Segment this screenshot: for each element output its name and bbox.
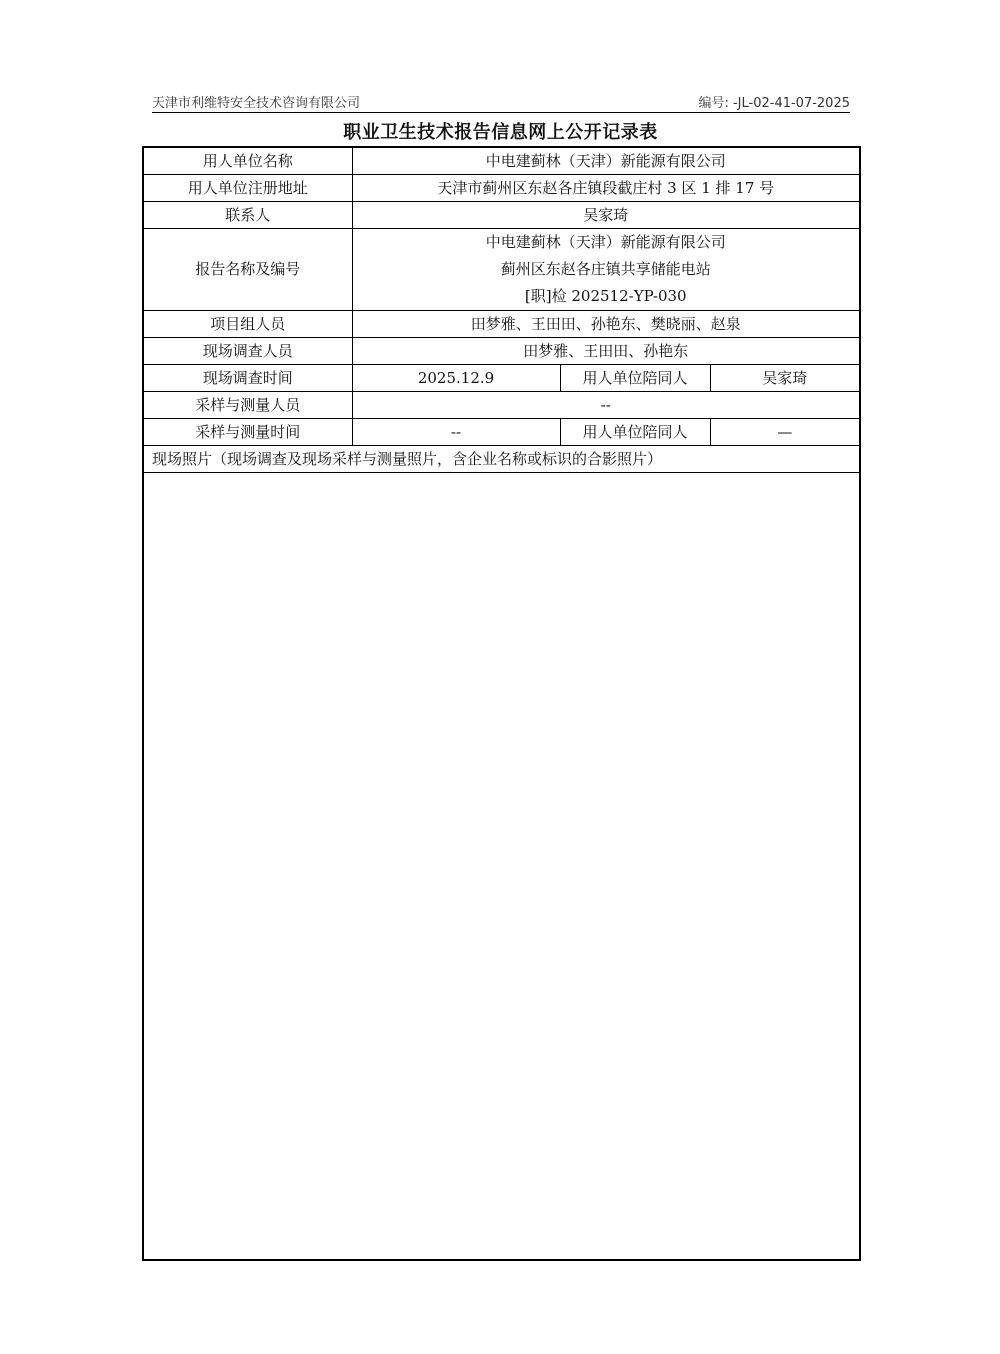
report-line-number: [职]检 202512-YP-030	[524, 287, 687, 305]
photo-area	[143, 473, 860, 1261]
table-row	[143, 229, 860, 311]
document-code: 编号: -JL-02-41-07-2025	[698, 96, 850, 111]
survey-staff-label: 现场调查人员	[143, 338, 352, 365]
record-table	[142, 146, 861, 1261]
survey-staff-value: 田梦雅、王田田、孙艳东	[352, 338, 860, 365]
table-row	[143, 419, 860, 446]
contact-value: 吴家琦	[352, 202, 860, 229]
project-team-label: 项目组人员	[143, 311, 352, 338]
table-row	[143, 202, 860, 229]
company-name: 天津市利维特安全技术咨询有限公司	[152, 96, 361, 111]
contact-label: 联系人	[143, 202, 352, 229]
registered-address-value: 天津市蓟州区东赵各庄镇段截庄村 3 区 1 排 17 号	[352, 175, 860, 202]
sampling-escort-label: 用人单位陪同人	[560, 419, 710, 446]
survey-escort-value: 吴家琦	[710, 365, 860, 392]
table-row	[143, 473, 860, 1261]
project-team-value: 田梦雅、王田田、孙艳东、樊晓丽、赵泉	[352, 311, 860, 338]
report-value	[352, 229, 860, 311]
photos-label: 现场照片（现场调查及现场采样与测量照片，含企业名称或标识的合影照片）	[143, 446, 860, 473]
report-label: 报告名称及编号	[143, 229, 352, 311]
table-row	[143, 311, 860, 338]
table-row	[143, 446, 860, 473]
table-row	[143, 147, 860, 175]
employer-name-label: 用人单位名称	[143, 147, 352, 175]
survey-time-label: 现场调查时间	[143, 365, 352, 392]
table-row	[143, 338, 860, 365]
sampling-escort-value: —	[710, 419, 860, 446]
sampling-staff-value: --	[352, 392, 860, 419]
sampling-staff-label: 采样与测量人员	[143, 392, 352, 419]
document-title: 职业卫生技术报告信息网上公开记录表	[343, 122, 658, 143]
table-row	[143, 392, 860, 419]
survey-time-value: 2025.12.9	[352, 365, 560, 392]
sampling-time-label: 采样与测量时间	[143, 419, 352, 446]
table-row	[143, 175, 860, 202]
table-row	[143, 365, 860, 392]
registered-address-label: 用人单位注册地址	[143, 175, 352, 202]
sampling-time-value: --	[352, 419, 560, 446]
report-line-project: 蓟州区东赵各庄镇共享储能电站	[500, 260, 711, 278]
page-header	[152, 90, 850, 113]
survey-escort-label: 用人单位陪同人	[560, 365, 710, 392]
report-line-company: 中电建蓟林（天津）新能源有限公司	[485, 233, 726, 251]
employer-name-value: 中电建蓟林（天津）新能源有限公司	[352, 147, 860, 175]
